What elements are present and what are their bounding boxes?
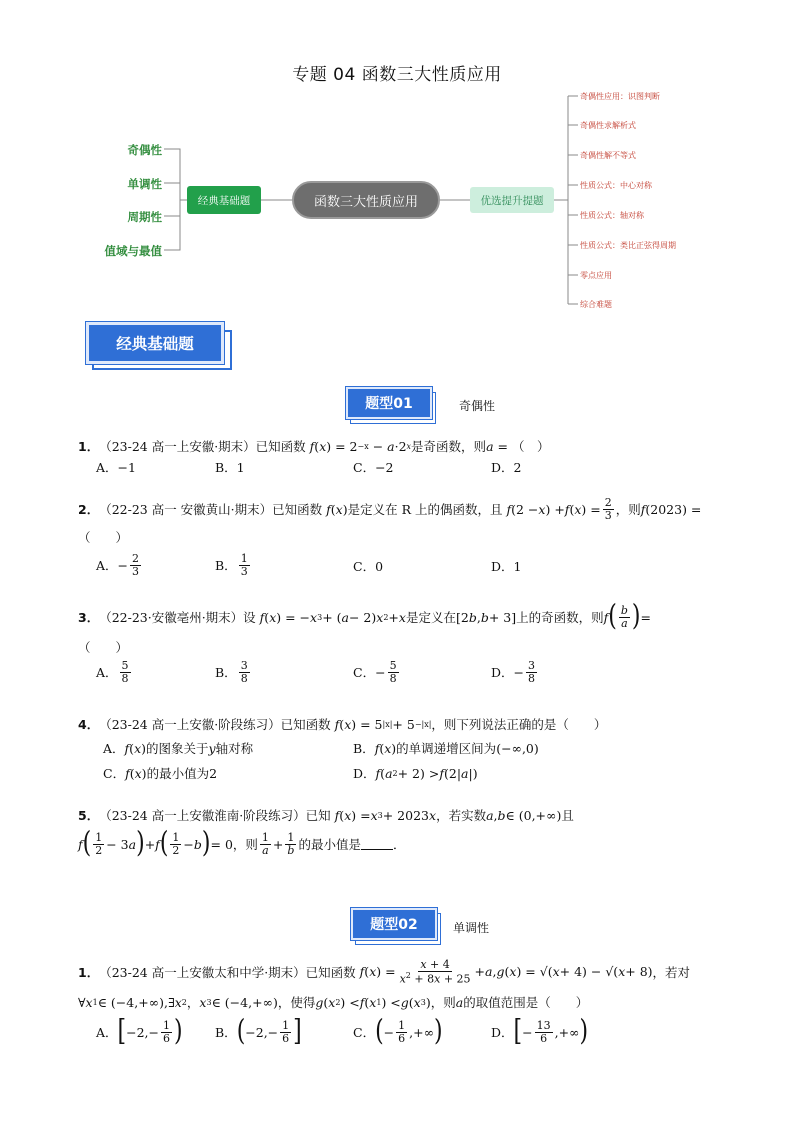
answer-blank[interactable] [361, 838, 393, 850]
mindmap-right-item: 奇偶性解不等式 [580, 151, 636, 160]
question-6-stem: 1． （23-24 高一上安徽太和中学·期末）已知函数 f ( x ) = $\frac{x + 4}{x^2 + 8x + 25}$ + a , g ( x ) = √( x + 4) − √( x + 8) ，若对 [78, 958, 691, 986]
type-label-02: 单调性 [453, 921, 490, 935]
option-c: C． ( − $\frac{1}{6}$ ,+∞ ) [353, 1015, 443, 1048]
option-c: C． − $\frac{5}{8}$ [353, 659, 397, 685]
type-header-01 [346, 387, 438, 425]
question-number: 3． [78, 610, 100, 626]
question-cont2: 的最小值是 [298, 837, 361, 853]
question-number: 2． [78, 502, 100, 518]
question-cont2: ，则 [430, 995, 456, 1010]
mindmap-right-box: 优选提升提题 [470, 187, 554, 213]
mindmap-center: 函数三大性质应用 [292, 181, 440, 219]
question-mid: 是定义在 [405, 610, 456, 626]
question-source: （23-24 高一上安徽·阶段练习）已知函数 [99, 717, 331, 732]
formula: f [305, 438, 315, 454]
type-header-02 [351, 908, 443, 946]
question-source: （23-24 高一上安徽淮南·阶段练习）已知 [99, 808, 331, 823]
question-tail: ，则下列说法正确的是（ ） [431, 717, 607, 732]
option-d: D．1 [491, 559, 522, 574]
mindmap-right-item: 综合难题 [580, 300, 612, 309]
banner-label: 经典基础题 [86, 322, 224, 364]
option-b: B． ( −2,− $\frac{1}{6}$ ] [215, 1015, 302, 1048]
question-tail: ，则 [615, 502, 641, 518]
section-banner [86, 322, 234, 372]
question-cont: ，使得 [277, 995, 316, 1010]
option-a: A． [ −2,− $\frac{1}{6}$ ) [96, 1015, 183, 1048]
option-b: B．1 [215, 460, 245, 475]
mindmap-right-item: 奇偶性应用：识图判断 [580, 92, 660, 101]
option-d: D． [ − $\frac{13}{6}$ ,+∞ ) [491, 1015, 589, 1048]
mindmap-right-item: 奇偶性求解析式 [580, 121, 636, 130]
question-mid2: 上的偶函数，且 [415, 502, 503, 518]
question-3-cont: （ ） [78, 640, 129, 655]
question-3-stem: 3． （22-23·安徽亳州·期末）设 f ( x ) = − x 3 + ( a − 2) x 2 + x 是定义在 [2 b , b + 3] 上的奇函数，则 f ( $\frac{b}{a}$ ) = [78, 600, 651, 633]
mindmap-left-box: 经典基础题 [187, 186, 261, 214]
option-d: D．2 [491, 460, 522, 475]
question-4-stem: 4． （23-24 高一上安徽·阶段练习）已知函数 f ( x ) = 5 |x| + 5 −|x| ，则下列说法正确的是（ ） [78, 716, 607, 732]
mindmap-left-item: 周期性 [127, 210, 162, 224]
mindmap-left-item: 单调性 [127, 177, 162, 191]
option-c: C． f ( x ) 的最小值为 2 [103, 765, 218, 781]
option-b: B． $\frac{3}{8}$ [215, 659, 248, 685]
question-tail2: 且 [561, 808, 574, 823]
option-d: D． − $\frac{3}{8}$ [491, 659, 536, 685]
question-number: 1． [78, 964, 100, 980]
answer-paren: （ ） [511, 439, 550, 454]
question-2-cont: （ ） [78, 530, 129, 545]
question-5-cont: f ( $\frac{1}{2}$ − 3 a ) + f ( $\frac{1}{2}$ − b ) = 0 ，则 $\frac{1}{a}$ + $\frac{1}{b}$ 的最小值是 ． [78, 827, 406, 860]
question-6-cont: ∀ x 1 ∈ (−4,+∞),∃ x 2 ， x 3 ∈ (−4,+∞) ，使得 g ( x 2 ) < f ( x 1 ) < g ( x 3 ) ，则 a 的取值范围是（ ） [78, 994, 589, 1010]
question-source: （22-23·安徽亳州·期末）设 [99, 610, 256, 626]
question-1-stem: 1． （23-24 高一上安徽·期末）已知函数 f ( x ) = 2 −x − a ·2 x 是奇函数，则 a = （ ） [78, 438, 550, 454]
mindmap-connectors [0, 0, 794, 320]
question-tail: ，若实数 [436, 808, 487, 823]
page-title: 专题 04 函数三大性质应用 [292, 65, 502, 85]
question-number: 4． [78, 717, 100, 732]
mindmap-right-item: 性质公式：中心对称 [580, 181, 652, 190]
question-5-stem: 5． （23-24 高一上安徽淮南·阶段练习）已知 f ( x ) = x 3 + 2023 x ，若实数 a , b ∈ (0,+∞) 且 [78, 807, 574, 823]
option-a: A． $\frac{5}{8}$ [96, 659, 129, 685]
type-box: 题型02 [351, 908, 437, 940]
question-tail: 是奇函数，则 [411, 439, 487, 454]
question-source: （23-24 高一上安徽太和中学·期末）已知函数 [99, 964, 356, 980]
option-b: B． f ( x ) 的单调递增区间为 (−∞,0) [353, 740, 539, 756]
question-2-stem: 2． （22-23 高一 安徽黄山·期末）已知函数 f ( x ) 是定义在 R 上的偶函数，且 f (2 − x ) + f ( x ) = $\frac{2}{3}$ ，则 f (2023) = [78, 496, 702, 522]
question-mid: 是定义在 [347, 502, 398, 518]
question-source: （22-23 高一 安徽黄山·期末）已知函数 [99, 502, 323, 518]
mindmap-left-item: 值域与最值 [104, 244, 162, 258]
question-tail: 上的奇函数，则 [516, 610, 604, 626]
question-number: 5． [78, 808, 100, 823]
question-cont3: 的取值范围是（ ） [463, 995, 589, 1010]
option-b: B． $\frac{1}{3}$ [215, 552, 248, 578]
type-label-01: 奇偶性 [459, 399, 496, 413]
mindmap-right-item: 性质公式：轴对称 [580, 211, 644, 220]
question-tail: ，若对 [652, 964, 691, 980]
question-number: 1． [78, 439, 100, 454]
question-cont: ，则 [232, 837, 258, 853]
option-c: C．−2 [353, 460, 394, 475]
option-a: A． f ( x ) 的图象关于 y 轴对称 [103, 740, 254, 756]
mindmap-right-item: 零点应用 [580, 271, 612, 280]
mindmap-left-item: 奇偶性 [127, 143, 162, 157]
option-a: A． − $\frac{2}{3}$ [96, 552, 140, 578]
type-box: 题型01 [346, 387, 432, 419]
option-d: D． f ( a 2 + 2) > f (2| a |) [353, 765, 478, 781]
mindmap-right-item: 性质公式：类比正弦得周期 [580, 241, 676, 250]
question-source: （23-24 高一上安徽·期末）已知函数 [99, 439, 306, 454]
option-c: C．0 [353, 559, 384, 574]
option-a: A．−1 [96, 460, 136, 475]
